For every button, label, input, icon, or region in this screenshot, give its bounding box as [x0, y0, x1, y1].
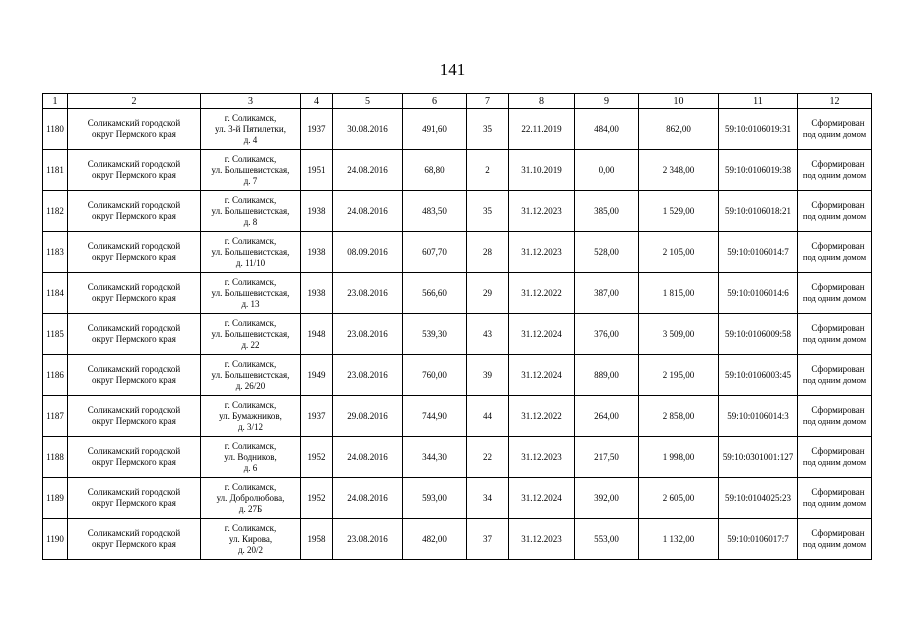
owner-cell: Соликамский городской округ Пермского края	[68, 273, 201, 314]
status-line: Сформирован	[811, 200, 865, 210]
recognition-date-cell: 23.08.2016	[333, 519, 403, 560]
recognition-date-cell: 29.08.2016	[333, 396, 403, 437]
land-area-cell: 1 529,00	[639, 191, 719, 232]
planned-date-cell: 31.12.2022	[509, 273, 575, 314]
year-built-cell: 1949	[301, 355, 333, 396]
area-cell: 593,00	[403, 478, 467, 519]
address-cell: г. Соликамск, ул. 3-й Пятилетки, д. 4	[201, 109, 301, 150]
residents-count-cell: 35	[467, 109, 509, 150]
header-cell: 9	[575, 94, 639, 109]
value-cell: 889,00	[575, 355, 639, 396]
recognition-date-cell: 24.08.2016	[333, 437, 403, 478]
owner-cell: Соликамский городской округ Пермского края	[68, 150, 201, 191]
residents-count-cell: 29	[467, 273, 509, 314]
header-cell: 4	[301, 94, 333, 109]
value-cell: 264,00	[575, 396, 639, 437]
status-cell	[798, 109, 872, 150]
status-line: под одним домом	[802, 375, 867, 385]
land-area-cell: 1 998,00	[639, 437, 719, 478]
status-line: под одним домом	[802, 129, 867, 139]
table-row	[43, 519, 872, 560]
address-cell: г. Соликамск, ул. Добролюбова, д. 27Б	[201, 478, 301, 519]
recognition-date-cell: 30.08.2016	[333, 109, 403, 150]
residents-count-cell: 43	[467, 314, 509, 355]
status-line: под одним домом	[802, 334, 867, 344]
area-cell: 607,70	[403, 232, 467, 273]
status-line: Сформирован	[811, 528, 865, 538]
status-line: Сформирован	[811, 323, 865, 333]
table-row	[43, 109, 872, 150]
land-area-cell: 2 348,00	[639, 150, 719, 191]
address-cell: г. Соликамск, ул. Водников, д. 6	[201, 437, 301, 478]
status-line: под одним домом	[802, 211, 867, 221]
area-cell: 344,30	[403, 437, 467, 478]
row-number-cell: 1186	[43, 355, 68, 396]
year-built-cell: 1952	[301, 478, 333, 519]
owner-cell: Соликамский городской округ Пермского края	[68, 396, 201, 437]
table-row	[43, 232, 872, 273]
value-cell: 528,00	[575, 232, 639, 273]
planned-date-cell: 22.11.2019	[509, 109, 575, 150]
status-line: под одним домом	[802, 416, 867, 426]
owner-cell: Соликамский городской округ Пермского края	[68, 314, 201, 355]
status-cell	[798, 355, 872, 396]
value-cell: 553,00	[575, 519, 639, 560]
cadastral-number-cell: 59:10:0106017:7	[719, 519, 798, 560]
value-cell: 385,00	[575, 191, 639, 232]
table-header-row	[43, 94, 872, 109]
year-built-cell: 1937	[301, 109, 333, 150]
area-cell: 744,90	[403, 396, 467, 437]
status-cell	[798, 396, 872, 437]
address-cell: г. Соликамск, ул. Большевистская, д. 26/20	[201, 355, 301, 396]
year-built-cell: 1958	[301, 519, 333, 560]
value-cell: 387,00	[575, 273, 639, 314]
row-number-cell: 1189	[43, 478, 68, 519]
address-cell: г. Соликамск, ул. Большевистская, д. 11/10	[201, 232, 301, 273]
recognition-date-cell: 23.08.2016	[333, 355, 403, 396]
table-row	[43, 191, 872, 232]
residents-count-cell: 44	[467, 396, 509, 437]
cadastral-number-cell: 59:10:0106014:7	[719, 232, 798, 273]
status-cell	[798, 191, 872, 232]
table-row	[43, 150, 872, 191]
cadastral-number-cell: 59:10:0106019:38	[719, 150, 798, 191]
status-line: под одним домом	[802, 293, 867, 303]
value-cell: 392,00	[575, 478, 639, 519]
address-cell: г. Соликамск, ул. Большевистская, д. 22	[201, 314, 301, 355]
residents-count-cell: 2	[467, 150, 509, 191]
value-cell: 217,50	[575, 437, 639, 478]
row-number-cell: 1181	[43, 150, 68, 191]
row-number-cell: 1185	[43, 314, 68, 355]
header-cell: 3	[201, 94, 301, 109]
land-area-cell: 3 509,00	[639, 314, 719, 355]
owner-cell: Соликамский городской округ Пермского края	[68, 109, 201, 150]
recognition-date-cell: 08.09.2016	[333, 232, 403, 273]
header-cell: 1	[43, 94, 68, 109]
status-line: под одним домом	[802, 170, 867, 180]
table-row	[43, 273, 872, 314]
cadastral-number-cell: 59:10:0106018:21	[719, 191, 798, 232]
owner-cell: Соликамский городской округ Пермского края	[68, 232, 201, 273]
recognition-date-cell: 23.08.2016	[333, 273, 403, 314]
area-cell: 482,00	[403, 519, 467, 560]
cadastral-number-cell: 59:10:0106009:58	[719, 314, 798, 355]
status-line: Сформирован	[811, 118, 865, 128]
area-cell: 491,60	[403, 109, 467, 150]
planned-date-cell: 31.12.2024	[509, 355, 575, 396]
owner-cell: Соликамский городской округ Пермского края	[68, 437, 201, 478]
year-built-cell: 1938	[301, 273, 333, 314]
land-area-cell: 862,00	[639, 109, 719, 150]
year-built-cell: 1951	[301, 150, 333, 191]
land-area-cell: 2 105,00	[639, 232, 719, 273]
cadastral-number-cell: 59:10:0104025:23	[719, 478, 798, 519]
recognition-date-cell: 24.08.2016	[333, 191, 403, 232]
header-cell: 10	[639, 94, 719, 109]
table-row	[43, 437, 872, 478]
table-row	[43, 355, 872, 396]
status-cell	[798, 150, 872, 191]
land-area-cell: 1 132,00	[639, 519, 719, 560]
status-cell	[798, 314, 872, 355]
status-line: под одним домом	[802, 498, 867, 508]
address-cell: г. Соликамск, ул. Кирова, д. 20/2	[201, 519, 301, 560]
planned-date-cell: 31.12.2024	[509, 478, 575, 519]
header-cell: 12	[798, 94, 872, 109]
year-built-cell: 1938	[301, 232, 333, 273]
residents-count-cell: 39	[467, 355, 509, 396]
area-cell: 539,30	[403, 314, 467, 355]
owner-cell: Соликамский городской округ Пермского края	[68, 519, 201, 560]
residents-count-cell: 37	[467, 519, 509, 560]
land-area-cell: 2 195,00	[639, 355, 719, 396]
status-line: Сформирован	[811, 241, 865, 251]
status-cell	[798, 232, 872, 273]
recognition-date-cell: 24.08.2016	[333, 478, 403, 519]
area-cell: 566,60	[403, 273, 467, 314]
status-line: под одним домом	[802, 252, 867, 262]
status-line: Сформирован	[811, 487, 865, 497]
land-area-cell: 2 605,00	[639, 478, 719, 519]
planned-date-cell: 31.10.2019	[509, 150, 575, 191]
table-row	[43, 396, 872, 437]
planned-date-cell: 31.12.2023	[509, 437, 575, 478]
address-cell: г. Соликамск, ул. Большевистская, д. 7	[201, 150, 301, 191]
owner-cell: Соликамский городской округ Пермского края	[68, 355, 201, 396]
status-line: Сформирован	[811, 282, 865, 292]
planned-date-cell: 31.12.2023	[509, 232, 575, 273]
land-area-cell: 2 858,00	[639, 396, 719, 437]
address-cell: г. Соликамск, ул. Бумажников, д. 3/12	[201, 396, 301, 437]
land-area-cell: 1 815,00	[639, 273, 719, 314]
table-row	[43, 478, 872, 519]
value-cell: 484,00	[575, 109, 639, 150]
residents-count-cell: 28	[467, 232, 509, 273]
year-built-cell: 1937	[301, 396, 333, 437]
planned-date-cell: 31.12.2024	[509, 314, 575, 355]
row-number-cell: 1188	[43, 437, 68, 478]
status-cell	[798, 273, 872, 314]
row-number-cell: 1183	[43, 232, 68, 273]
residents-count-cell: 22	[467, 437, 509, 478]
status-cell	[798, 519, 872, 560]
cadastral-number-cell: 59:10:0301001:127	[719, 437, 798, 478]
housing-register-table	[42, 93, 872, 560]
row-number-cell: 1190	[43, 519, 68, 560]
header-cell: 7	[467, 94, 509, 109]
status-line: под одним домом	[802, 457, 867, 467]
row-number-cell: 1187	[43, 396, 68, 437]
recognition-date-cell: 23.08.2016	[333, 314, 403, 355]
table-row	[43, 314, 872, 355]
header-cell: 8	[509, 94, 575, 109]
area-cell: 760,00	[403, 355, 467, 396]
owner-cell: Соликамский городской округ Пермского края	[68, 478, 201, 519]
value-cell: 376,00	[575, 314, 639, 355]
header-cell: 2	[68, 94, 201, 109]
row-number-cell: 1184	[43, 273, 68, 314]
header-cell: 6	[403, 94, 467, 109]
year-built-cell: 1938	[301, 191, 333, 232]
status-cell	[798, 437, 872, 478]
recognition-date-cell: 24.08.2016	[333, 150, 403, 191]
cadastral-number-cell: 59:10:0106019:31	[719, 109, 798, 150]
planned-date-cell: 31.12.2023	[509, 191, 575, 232]
address-cell: г. Соликамск, ул. Большевистская, д. 8	[201, 191, 301, 232]
cadastral-number-cell: 59:10:0106014:3	[719, 396, 798, 437]
cadastral-number-cell: 59:10:0106014:6	[719, 273, 798, 314]
header-cell: 5	[333, 94, 403, 109]
area-cell: 483,50	[403, 191, 467, 232]
status-line: Сформирован	[811, 364, 865, 374]
cadastral-number-cell: 59:10:0106003:45	[719, 355, 798, 396]
row-number-cell: 1182	[43, 191, 68, 232]
status-line: Сформирован	[811, 159, 865, 169]
value-cell: 0,00	[575, 150, 639, 191]
status-line: Сформирован	[811, 405, 865, 415]
header-cell: 11	[719, 94, 798, 109]
residents-count-cell: 35	[467, 191, 509, 232]
owner-cell: Соликамский городской округ Пермского края	[68, 191, 201, 232]
status-line: под одним домом	[802, 539, 867, 549]
residents-count-cell: 34	[467, 478, 509, 519]
planned-date-cell: 31.12.2022	[509, 396, 575, 437]
year-built-cell: 1948	[301, 314, 333, 355]
row-number-cell: 1180	[43, 109, 68, 150]
address-cell: г. Соликамск, ул. Большевистская, д. 13	[201, 273, 301, 314]
planned-date-cell: 31.12.2023	[509, 519, 575, 560]
status-cell	[798, 478, 872, 519]
page-number: 141	[439, 60, 466, 79]
area-cell: 68,80	[403, 150, 467, 191]
status-line: Сформирован	[811, 446, 865, 456]
year-built-cell: 1952	[301, 437, 333, 478]
